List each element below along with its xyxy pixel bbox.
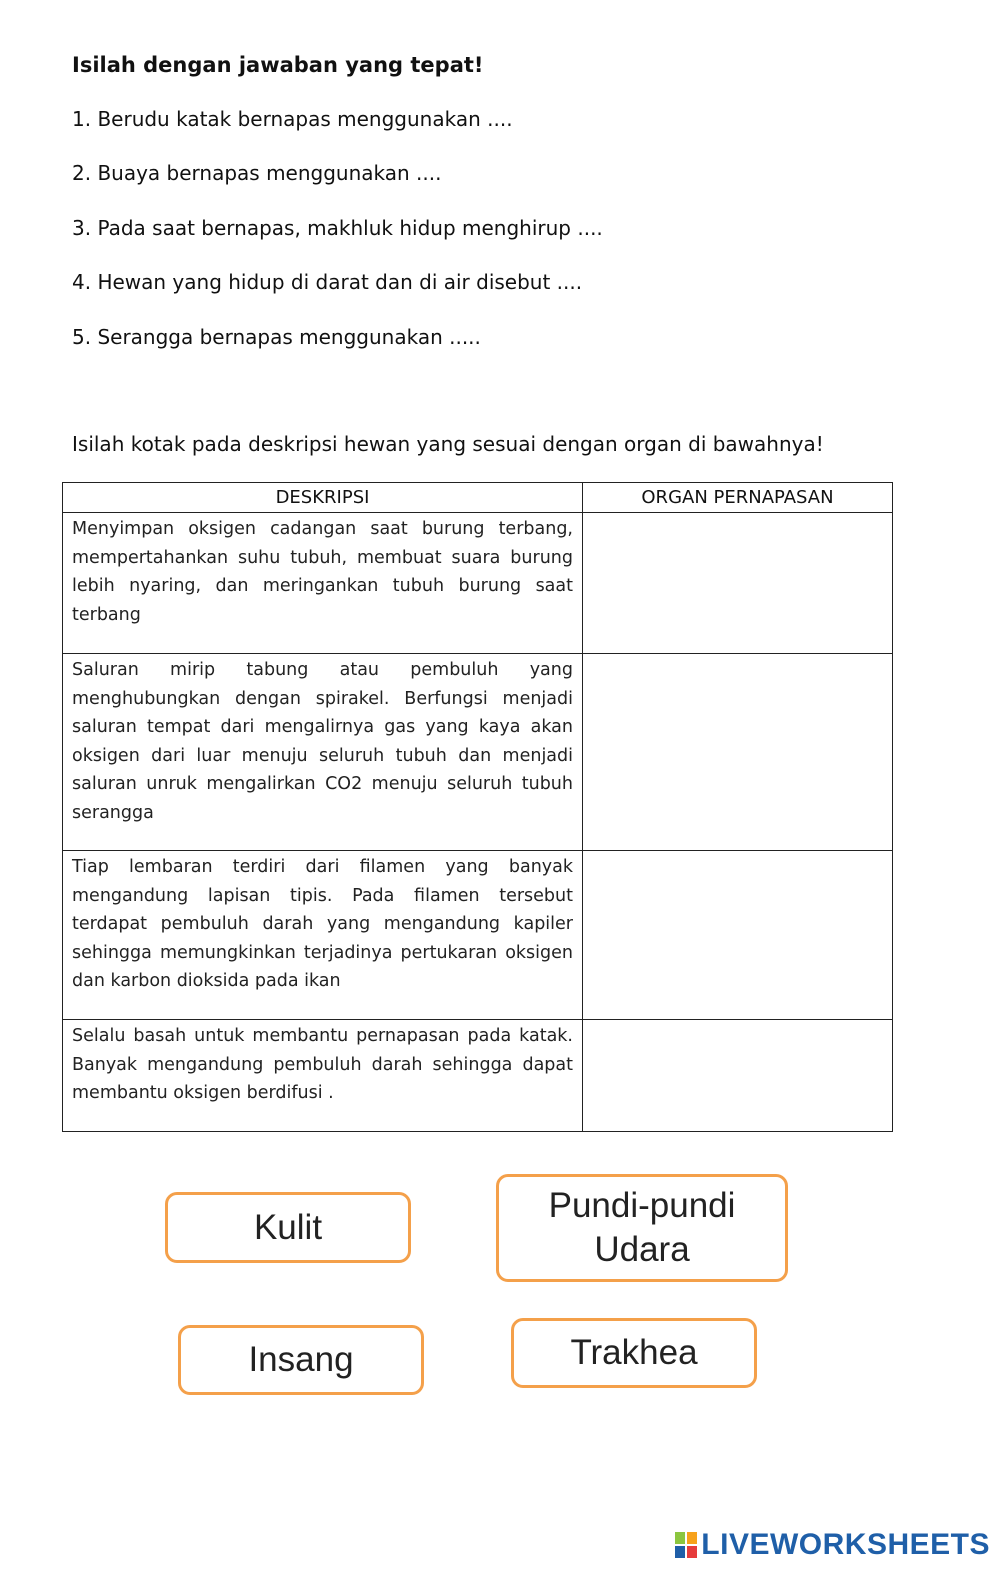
card-pundi-label-line1: Pundi-pundi (548, 1186, 736, 1225)
table-row (63, 851, 893, 1020)
card-trakhea[interactable] (511, 1318, 757, 1388)
logo-blocks-icon (675, 1532, 697, 1558)
table-header-row (63, 483, 893, 513)
description-cell: Saluran mirip tabung atau pembuluh yang menghubungkan dengan spirakel. Berfungsi menjadi saluran tempat dari mengalirnya gas yang kaya akan oksigen dari luar menuju seluruh tubuh dan menjadi saluran unruk mengalirkan CO2 menuju seluruh tubuh serangga (63, 654, 583, 851)
description-table (62, 482, 893, 1132)
description-cell: Selalu basah untuk membantu pernapasan pada katak. Banyak mengandung pembuluh darah sehingga dapat membantu oksigen berdifusi . (63, 1020, 583, 1132)
table-instruction: Isilah kotak pada deskripsi hewan yang sesuai dengan organ di bawahnya! (72, 432, 824, 456)
table-row (63, 654, 893, 851)
question-1: 1. Berudu katak bernapas menggunakan .... (72, 107, 513, 131)
answer-cell[interactable] (583, 513, 893, 654)
card-pundi-label-line2: Udara (594, 1230, 690, 1269)
card-pundi-pundi-udara[interactable] (496, 1174, 788, 1282)
question-3: 3. Pada saat bernapas, makhluk hidup menghirup .... (72, 216, 603, 240)
question-5: 5. Serangga bernapas menggunakan ..... (72, 325, 481, 349)
answer-cell[interactable] (583, 654, 893, 851)
answer-input-2[interactable] (583, 732, 892, 772)
answer-cell[interactable] (583, 1020, 893, 1132)
table-row (63, 513, 893, 654)
answer-input-4[interactable] (583, 1056, 892, 1096)
liveworksheets-logo (675, 1528, 990, 1562)
description-cell: Menyimpan oksigen cadangan saat burung terbang, mempertahankan suhu tubuh, membuat suara burung lebih nyaring, dan meringankan tubuh burung saat terbang (63, 513, 583, 654)
header-organ: ORGAN PERNAPASAN (583, 483, 893, 513)
answer-input-1[interactable] (583, 563, 892, 603)
question-4: 4. Hewan yang hidup di darat dan di air disebut .... (72, 270, 583, 294)
worksheet-heading: Isilah dengan jawaban yang tepat! (72, 53, 484, 77)
card-insang-label: Insang (248, 1340, 354, 1379)
table-row (63, 1020, 893, 1132)
card-insang[interactable] (178, 1325, 424, 1395)
logo-text: LIVEWORKSHEETS (701, 1528, 990, 1561)
description-cell: Tiap lembaran terdiri dari filamen yang banyak mengandung lapisan tipis. Pada filamen tersebut terdapat pembuluh darah yang mengandung kapiler sehingga memungkinkan terjadinya pertukaran oksigen dan karbon dioksida pada ikan (63, 851, 583, 1020)
answer-input-3[interactable] (583, 915, 892, 955)
card-trakhea-label: Trakhea (570, 1333, 698, 1372)
card-kulit[interactable] (165, 1192, 411, 1263)
header-description: DESKRIPSI (63, 483, 583, 513)
answer-cell[interactable] (583, 851, 893, 1020)
question-2: 2. Buaya bernapas menggunakan .... (72, 161, 442, 185)
card-kulit-label: Kulit (253, 1207, 323, 1247)
